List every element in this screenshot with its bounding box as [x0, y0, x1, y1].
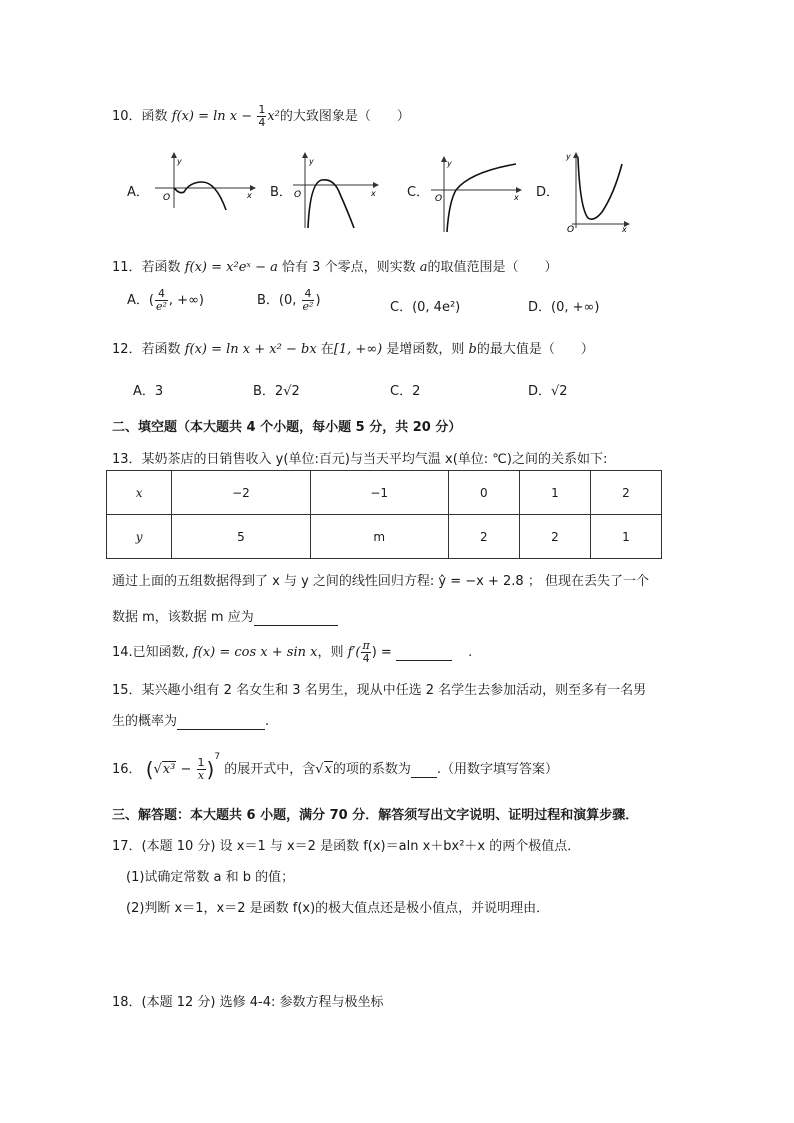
q12-option-a[interactable]: A．3 — [133, 384, 164, 399]
svg-text:O: O — [567, 225, 575, 234]
q16-answer-blank[interactable] — [411, 762, 437, 778]
q16-stem: 16． (√x³ − $\frac{1}{x}$ )$^7$ 的展开式中，含√x的项的系数为 .（用数字填写答案） — [112, 752, 559, 782]
q11-option-b[interactable]: B．(0, $\frac{4}{\text{e²}}$ ) — [257, 287, 321, 313]
svg-text:x: x — [371, 189, 376, 198]
q14-answer-blank[interactable] — [396, 645, 452, 661]
svg-text:y: y — [566, 152, 571, 161]
q18-stem: 18．(本题 12 分) 选修 4-4: 参数方程与极坐标 — [112, 995, 384, 1010]
svg-text:O: O — [294, 190, 302, 200]
q10-graph-d[interactable] — [562, 148, 634, 234]
section-2-title: 二、填空题（本大题共 4 个小题，每小题 5 分，共 20 分） — [112, 420, 462, 435]
table-row: x −2 −1 0 1 2 — [107, 471, 662, 515]
q12-stem: 12．若函数 f(x) = ln x + x² − bx 在[1, +∞) 是增函数，则 b的最大值是（ ） — [112, 342, 594, 357]
q13-regression-line: 通过上面的五组数据得到了 x 与 y 之间的线性回归方程: ŷ = −x + 2.8 ； 但现在丢失了一个 — [112, 574, 649, 589]
q11-option-c[interactable]: C．(0, 4e²) — [390, 300, 461, 315]
q15-answer-line: 生的概率为 . — [112, 714, 270, 729]
q15-stem: 15．某兴趣小组有 2 名女生和 3 名男生，现从中任选 2 名学生去参加活动，则至多有一名男 — [112, 683, 647, 698]
table-row: y 5 m 2 2 1 — [107, 515, 662, 559]
q17-stem: 17．(本题 10 分) 设 x＝1 与 x＝2 是函数 f(x)＝aln x＋bx²＋x 的两个极值点． — [112, 839, 581, 854]
q11-stem: 11．若函数 f(x) = x²eˣ − a 恰有 3 个零点，则实数 a的取值范围是（ ） — [112, 260, 558, 275]
y-axis-label: y — [177, 157, 182, 166]
q14-stem: 14.已知函数, f(x) = cos x + sin x，则 f′( $\frac{\pi}{4}$ ) = . — [112, 639, 473, 665]
q13-stem: 13．某奶茶店的日销售收入 y(单位:百元)与当天平均气温 x(单位: ℃)之间的关系如下: — [112, 452, 608, 467]
q12-option-c[interactable]: C．2 — [390, 384, 421, 399]
q17-part-1: (1)试确定常数 a 和 b 的值； — [126, 870, 295, 885]
q10-graph-b[interactable] — [288, 152, 383, 230]
q10-stem: 10．函数 f(x) = ln x − $\frac{1}{4}$ x²的大致图象是（ ） — [112, 103, 410, 129]
q15-answer-blank[interactable] — [177, 714, 265, 730]
q13-answer-blank[interactable] — [254, 610, 338, 626]
svg-text:x: x — [514, 193, 519, 202]
q12-option-d[interactable]: D．√2 — [528, 384, 568, 399]
q10-option-a-label[interactable]: A． — [127, 185, 149, 200]
origin-label: O — [163, 193, 171, 203]
q10-option-b-label[interactable]: B． — [270, 185, 292, 200]
svg-text:x: x — [622, 225, 627, 234]
q10-option-d-label[interactable]: D． — [536, 185, 560, 200]
x-axis-label: x — [247, 191, 252, 200]
svg-text:O: O — [435, 194, 443, 204]
svg-text:y: y — [447, 159, 452, 168]
q13-answer-line: 数据 m，该数据 m 应为 — [112, 606, 338, 626]
q10-graph-c[interactable] — [428, 152, 528, 234]
svg-text:y: y — [309, 157, 314, 166]
q10-graph-a[interactable] — [150, 152, 260, 212]
q17-part-2: (2)判断 x＝1，x＝2 是函数 f(x)的极大值点还是极小值点，并说明理由． — [126, 901, 550, 916]
q12-option-b[interactable]: B．2√2 — [253, 384, 300, 399]
q11-option-d[interactable]: D．(0, +∞) — [528, 300, 600, 315]
q10-fraction: $\frac{1}{4}$ — [258, 103, 266, 129]
q11-option-a[interactable]: A．( $\frac{4}{\text{e²}}$ , +∞) — [127, 287, 204, 313]
q13-data-table — [106, 470, 662, 559]
q10-option-c-label[interactable]: C． — [407, 185, 430, 200]
section-3-title: 三、解答题：本大题共 6 小题，满分 70 分．解答须写出文字说明、证明过程和演算步骤． — [112, 808, 639, 823]
